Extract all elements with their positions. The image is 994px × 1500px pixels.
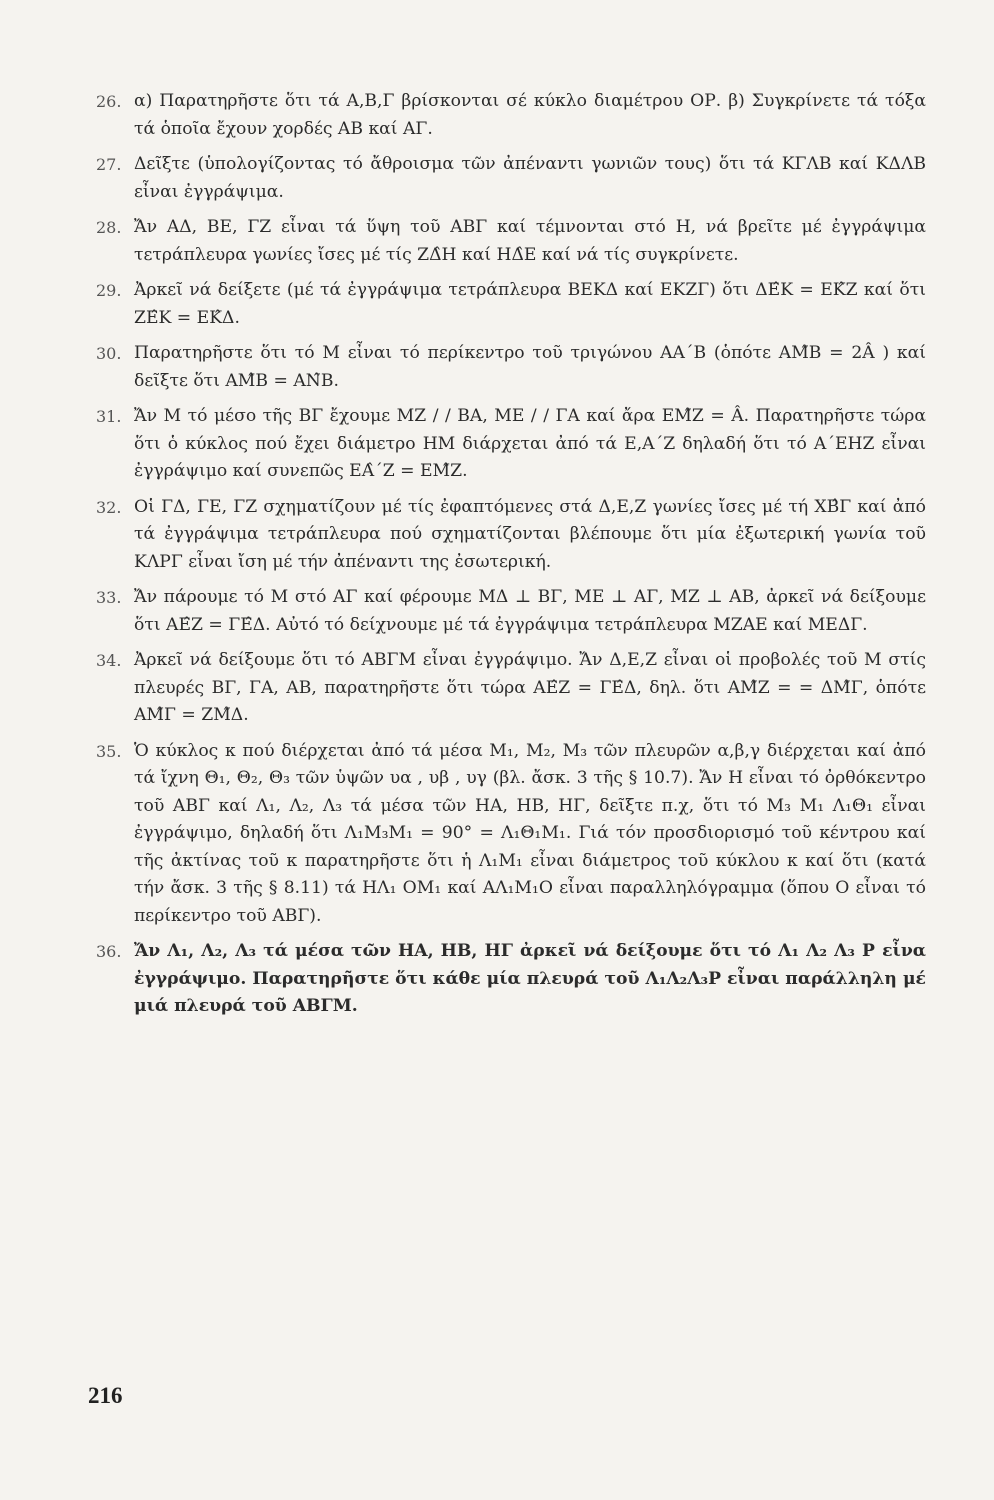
- hint-27: [96, 151, 926, 206]
- hint-text: Ἄν Μ τό μέσο τῆς ΒΓ ἔχουμε ΜΖ / / ΒΑ, ΜΕ / / ΓΑ καί ἄρα ΕΜ̂Ζ = Â. Παρατηρῆστε τώρα ὅτι ὁ κύκλος πού ἔχει διάμετρο ΗΜ διάρχεται ἀπό τά Ε,Α΄Ζ δηλαδή ὅτι τό Α΄ΕΗΖ εἶναι ἐγγράψιμο καί συνεπῶς ΕΑ̂΄Ζ = ΕΜ̂Ζ.: [134, 406, 926, 481]
- hint-text: Ἄν Λ₁, Λ₂, Λ₃ τά μέσα τῶν ΗΑ, ΗΒ, ΗΓ ἀρκεῖ νά δείξουμε ὅτι τό Λ₁ Λ₂ Λ₃ Ρ εἶνα ἐγγράψιμο. Παρατηρῆστε ὅτι κάθε μία πλευρά τοῦ Λ₁Λ₂Λ₃Ρ εἶναι παράλληλη μέ μιά πλευρά τοῦ ΑΒΓΜ.: [134, 941, 926, 1016]
- hint-30: [96, 340, 926, 395]
- hint-35: [96, 738, 926, 931]
- hint-number: 30.: [96, 344, 122, 363]
- hint-34: [96, 647, 926, 730]
- hint-26: [96, 88, 926, 143]
- hint-number: 34.: [96, 651, 122, 670]
- hint-text: Ἄν πάρουμε τό Μ στό ΑΓ καί φέρουμε ΜΔ ⊥ ΒΓ, ΜΕ ⊥ ΑΓ, ΜΖ ⊥ ΑΒ, ἀρκεῖ νά δείξουμε ὅτι ΑΕ̂Ζ = ΓΕ̂Δ. Αὐτό τό δείχνουμε μέ τά ἐγγράψιμα τετράπλευρα ΜΖΑΕ καί ΜΕΔΓ.: [134, 587, 926, 635]
- hint-text: Ἄν ΑΔ, ΒΕ, ΓΖ εἶναι τά ὕψη τοῦ ΑΒΓ καί τέμνονται στό Η, νά βρεῖτε μέ ἐγγράψιμα τετράπλευρα γωνίες ἴσες μέ τίς ΖΔ̂Η καί ΗΔ̂Ε καί νά τίς συγκρίνετε.: [134, 217, 926, 265]
- hint-number: 36.: [96, 942, 122, 961]
- hint-text: Ὁ κύκλος κ πού διέρχεται ἀπό τά μέσα Μ₁, Μ₂, Μ₃ τῶν πλευρῶν α,β,γ διέρχεται καί ἀπό τά ἴχνη Θ₁, Θ₂, Θ₃ τῶν ὑψῶν υα , υβ , υγ (βλ. ἄσκ. 3 τῆς § 10.7). Ἄν Η εἶναι τό ὀρθόκεντρο τοῦ ΑΒΓ καί Λ₁, Λ₂, Λ₃ τά μέσα τῶν ΗΑ, ΗΒ, ΗΓ, δεῖξτε π.χ, ὅτι τό Μ₃ Μ₁ Λ₁Θ₁ εἶναι ἐγγράψιμο, δηλαδή ὅτι Λ₁Μ₃Μ₁ = 90° = Λ₁Θ₁Μ₁. Γιά τόν προσδιορισμό τοῦ κέντρου καί τῆς ἀκτίνας τοῦ κ παρατηρῆστε ὅτι ἡ Λ₁Μ₁ εἶναι διάμετρος τοῦ κύκλου κ καί ὅτι (κατά τήν ἄσκ. 3 τῆς § 8.11) τά ΗΛ₁ ΟΜ₁ καί ΑΛ₁Μ₁Ο εἶναι παραλληλόγραμμα (ὅπου Ο εἶναι τό περίκεντρο τοῦ ΑΒΓ).: [134, 740, 926, 926]
- hint-33: [96, 584, 926, 639]
- page-number: 216: [88, 1383, 123, 1408]
- hint-number: 29.: [96, 281, 122, 300]
- hint-32: [96, 494, 926, 577]
- hint-number: 27.: [96, 155, 122, 174]
- hint-28: [96, 214, 926, 269]
- hint-text: Παρατηρῆστε ὅτι τό Μ εἶναι τό περίκεντρο τοῦ τριγώνου ΑΑ΄Β (ὁπότε ΑΜ̂Β = 2Â ) καί δεῖξτε ὅτι ΑΜ̂Β = ΑΝ̂Β.: [134, 343, 926, 391]
- hint-number: 33.: [96, 588, 122, 607]
- hint-text: Δεῖξτε (ὑπολογίζοντας τό ἄθροισμα τῶν ἀπέναντι γωνιῶν τους) ὅτι τά ΚΓΛΒ καί ΚΔΛΒ εἶναι ἐγγράψιμα.: [134, 154, 926, 202]
- exercise-hints-list: [96, 88, 926, 1029]
- hint-text: Οἱ ΓΔ, ΓΕ, ΓΖ σχηματίζουν μέ τίς ἐφαπτόμενες στά Δ,Ε,Ζ γωνίες ἴσες μέ τή ΧΒ̂Γ καί ἀπό τά ἐγγράψιμα τετράπλευρα πού σχηματίζονται βλέπουμε ὅτι μία ἐξωτερική γωνία τοῦ ΚΛΡΓ εἶναι ἴση μέ τήν ἀπέναντι της ἐσωτερική.: [134, 496, 926, 572]
- hint-number: 32.: [96, 497, 122, 517]
- hint-number: 31.: [96, 407, 122, 426]
- hint-number: 35.: [96, 741, 122, 761]
- hint-31: [96, 403, 926, 486]
- hint-number: 28.: [96, 218, 122, 237]
- hint-text: Ἀρκεῖ νά δείξετε (μέ τά ἐγγράψιμα τετράπλευρα ΒΕΚΔ καί ΕΚΖΓ) ὅτι ΔΕ̂Κ = ΕΚ̂Ζ καί ὅτι ΖΕ̂Κ = ΕΚ̂Δ.: [134, 280, 926, 328]
- hint-number: 26.: [96, 92, 122, 111]
- hint-29: [96, 277, 926, 332]
- hint-36: [96, 938, 926, 1021]
- hint-text: α) Παρατηρῆστε ὅτι τά Α,Β,Γ βρίσκονται σέ κύκλο διαμέτρου ΟΡ. β) Συγκρίνετε τά τόξα τά ὁποῖα ἔχουν χορδές ΑΒ καί ΑΓ.: [134, 91, 926, 139]
- hint-text: Ἀρκεῖ νά δείξουμε ὅτι τό ΑΒΓΜ εἶναι ἐγγράψιμο. Ἄν Δ,Ε,Ζ εἶναι οἱ προβολές τοῦ Μ στίς πλευρές ΒΓ, ΓΑ, ΑΒ, παρατηρῆστε ὅτι τώρα ΑΕ̂Ζ = ΓΕ̂Δ, δηλ. ὅτι ΑΜ̂Ζ = = ΔΜ̂Γ, ὁπότε ΑΜ̂Γ = ΖΜ̂Δ.: [134, 650, 926, 725]
